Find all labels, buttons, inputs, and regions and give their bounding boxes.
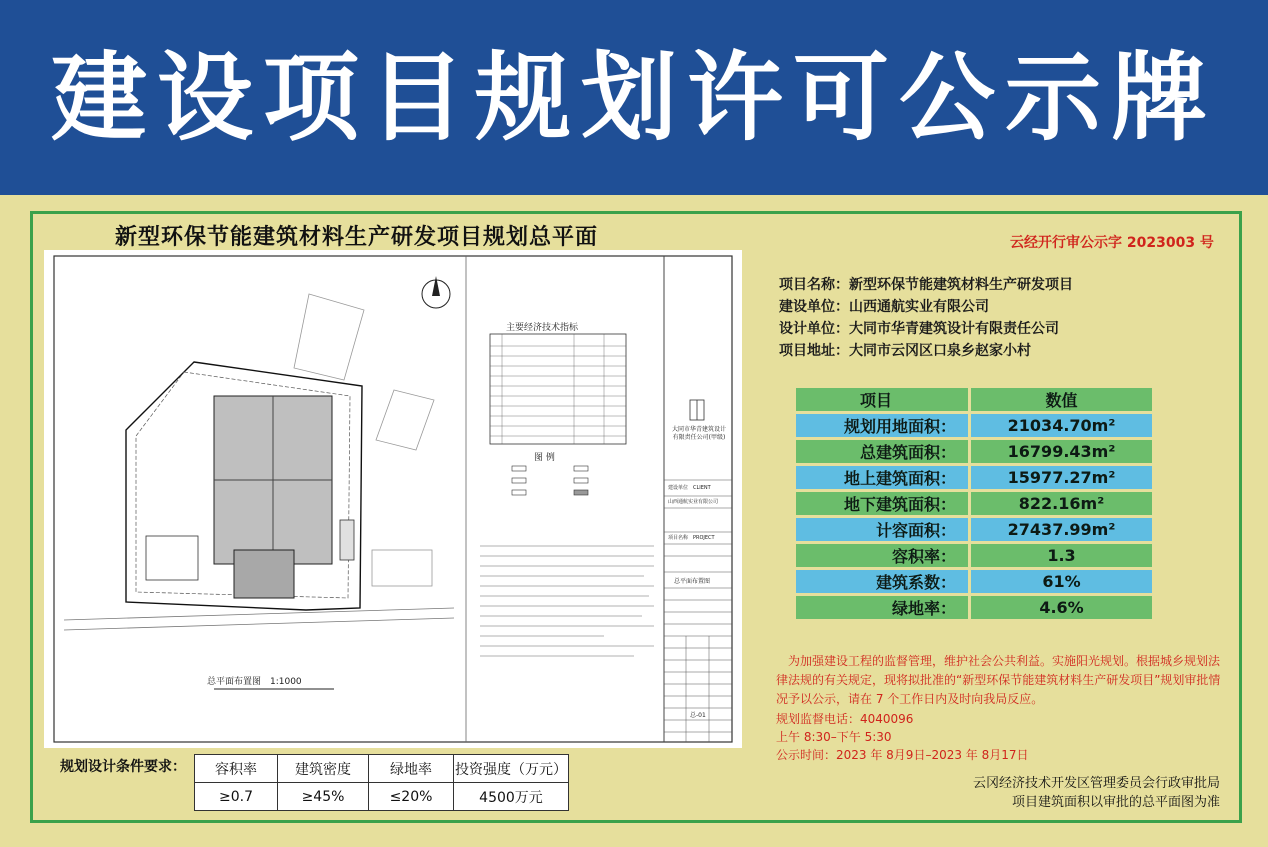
- construction-unit-line: 建设单位：山西通航实业有限公司: [779, 299, 989, 315]
- condition-value: 4500万元: [454, 783, 569, 811]
- issuer-name: 云冈经济技术开发区管理委员会行政审批局: [972, 776, 1220, 791]
- conditions-header-row: [195, 755, 569, 783]
- condition-value: ≥0.7: [195, 783, 278, 811]
- metric-value: 4.6%: [970, 595, 1153, 620]
- sheet-number: 总-01: [690, 712, 706, 719]
- metric-value: 21034.70m²: [970, 413, 1153, 439]
- document-number: 云经开行审公示字 2023003 号: [1010, 235, 1214, 251]
- design-notes: [480, 546, 654, 656]
- metrics-header-item: 项目: [796, 388, 970, 413]
- metric-label: 地上建筑面积：: [796, 465, 970, 491]
- indicator-table: [490, 334, 626, 444]
- legend-box: [512, 466, 588, 495]
- legend-title: 图 例: [534, 453, 555, 463]
- public-notice: 为加强建设工程的监督管理，维护社会公共利益。实施阳光规划。根据城乡规划法律法规的有关规定，现将拟批准的“新型环保节能建筑材料生产研发项目”规划审批情况予以公示，请在 7 个工作日内及时向我局反应。: [776, 654, 1221, 706]
- sheet-title: 总平面布置图: [674, 578, 711, 585]
- office-hours: 上午 8:30–下午 5:30: [776, 730, 892, 744]
- client-name: 山西通航实业有限公司: [668, 499, 719, 505]
- metrics-row: [796, 517, 1152, 543]
- metrics-row: [796, 569, 1152, 595]
- designer-logo-icon: [690, 400, 704, 420]
- condition-header: 投资强度（万元）: [454, 755, 569, 783]
- gate-house: [340, 520, 354, 560]
- site-plan-caption: 总平面布置图 1:1000: [207, 677, 302, 687]
- condition-header: 绿地率: [369, 755, 454, 783]
- office-building: [146, 536, 198, 580]
- plan-title: 新型环保节能建筑材料生产研发项目规划总平面: [115, 225, 599, 250]
- board-title: 建设项目规划许可公示牌: [51, 42, 1217, 154]
- client-label: 建设单位 CLIENT: [668, 485, 711, 491]
- condition-header: 建筑密度: [278, 755, 369, 783]
- site-plan-svg: [44, 250, 742, 748]
- metric-label: 规划用地面积：: [796, 413, 970, 439]
- metric-label: 建筑系数：: [796, 569, 970, 595]
- metric-label: 地下建筑面积：: [796, 491, 970, 517]
- conditions-value-row: [195, 783, 569, 811]
- metric-value: 16799.43m²: [970, 439, 1153, 465]
- condition-header: 容积率: [195, 755, 278, 783]
- metric-value: 1.3: [970, 543, 1153, 569]
- metrics-row: [796, 413, 1152, 439]
- metric-value: 27437.99m²: [970, 517, 1153, 543]
- drawing-border: [54, 256, 732, 742]
- north-arrow-icon: [422, 276, 450, 308]
- metric-label: 绿地率：: [796, 595, 970, 620]
- metrics-row: [796, 439, 1152, 465]
- road-edge-2: [64, 618, 454, 630]
- neighbor-building-3: [372, 550, 432, 586]
- designer-block: 大同市华青建筑设计有限责任公司(甲级): [671, 426, 726, 441]
- neighbor-building-2: [376, 390, 434, 450]
- metrics-header-row: [796, 388, 1152, 413]
- design-unit-line: 设计单位：大同市华青建筑设计有限责任公司: [779, 321, 1059, 337]
- conditions-label: 规划设计条件要求：: [60, 759, 186, 775]
- metric-label: 总建筑面积：: [796, 439, 970, 465]
- metric-value: 822.16m²: [970, 491, 1153, 517]
- metrics-table: [796, 388, 1152, 619]
- auxiliary-building: [234, 550, 294, 598]
- conditions-table: [194, 754, 569, 811]
- metric-label: 容积率：: [796, 543, 970, 569]
- metric-value: 61%: [970, 569, 1153, 595]
- metrics-row: [796, 543, 1152, 569]
- issuer-block: [870, 774, 1220, 812]
- condition-value: ≤20%: [369, 783, 454, 811]
- title-block: [664, 480, 732, 742]
- indicator-table-title: 主要经济技术指标: [506, 323, 579, 333]
- road-edge-1: [64, 608, 454, 620]
- issuer-remark: 项目建筑面积以审批的总平面图为准: [1011, 795, 1220, 810]
- metrics-header-value: 数值: [970, 388, 1153, 413]
- project-name-line: 项目名称：新型环保节能建筑材料生产研发项目: [779, 277, 1073, 293]
- project-label: 项目名称 PROJECT: [668, 535, 715, 541]
- notice-period: 公示时间：2023 年 8月9日–2023 年 8月17日: [776, 748, 1029, 762]
- metrics-row: [796, 595, 1152, 620]
- metrics-row: [796, 491, 1152, 517]
- site-plan-drawing: [44, 250, 742, 748]
- neighbor-building-1: [294, 294, 364, 380]
- supervision-phone: 规划监督电话：4040096: [776, 712, 914, 726]
- condition-value: ≥45%: [278, 783, 369, 811]
- metric-value: 15977.27m²: [970, 465, 1153, 491]
- metrics-row: [796, 465, 1152, 491]
- main-factory-building: [214, 396, 332, 564]
- project-address-line: 项目地址：大同市云冈区口泉乡赵家小村: [779, 343, 1031, 359]
- metric-label: 计容面积：: [796, 517, 970, 543]
